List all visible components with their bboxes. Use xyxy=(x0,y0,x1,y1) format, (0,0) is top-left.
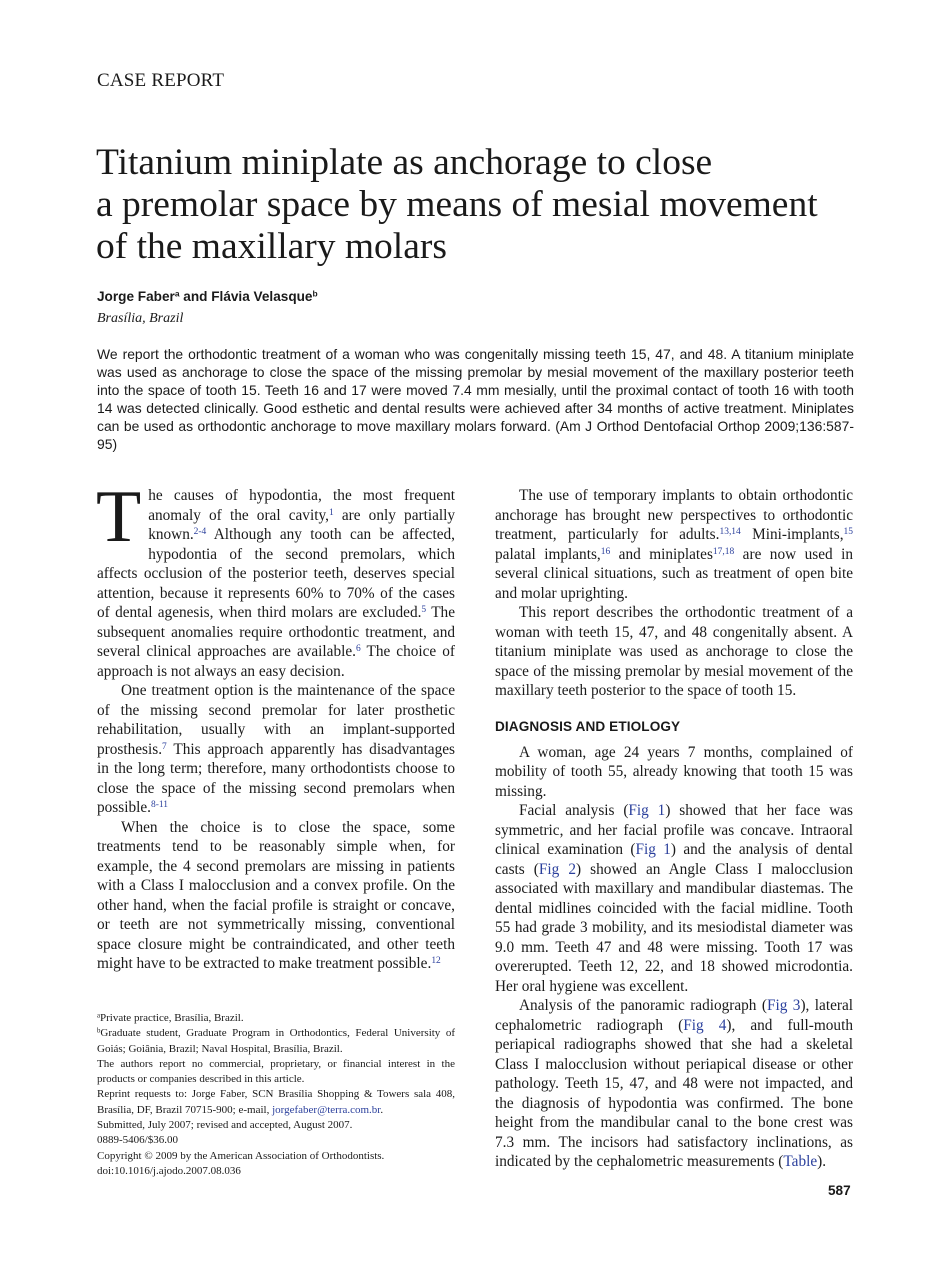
reference-link[interactable]: 5 xyxy=(421,604,427,615)
text-run: One treatment option is the maintenance of the space of the missing second premolar for later prosthetic rehabilitation, usually with an implant-supported prosthesis. xyxy=(97,682,455,758)
text-run: The subsequent anomalies require orthodontic treatment, and several clinical approaches are available. xyxy=(97,604,455,660)
body-paragraph: This report describes the orthodontic treatment of a woman with teeth 15, 47, and 48 congenitally absent. A titanium miniplate was used as anchorage to close the space of the missing premolar by mesial movement of the maxillary teeth posterior to the space of tooth 15. xyxy=(495,604,853,699)
affiliation-mark: a xyxy=(174,288,180,299)
text-run: ) and the analysis of dental casts ( xyxy=(495,841,853,878)
drop-cap: T xyxy=(96,476,142,558)
reference-link[interactable]: 13,14 xyxy=(719,526,741,537)
body-paragraph xyxy=(495,996,853,1172)
abstract: We report the orthodontic treatment of a woman who was congenitally missing teeth 15, 47, and 48. A titanium miniplate was used as anchorage to close the space of the missing premolar by mesial movement of the maxillary posterior teeth into the space of tooth 15. Teeth 16 and 17 were moved 7.4 mm mesially, until the proximal contact of tooth 16 with tooth 14 was detected clinically. Good esthetic and dental results were achieved after 34 months of active treatment. Miniplates can be used as orthodontic anchorage to move maxillary molars forward. (Am J Orthod Dentofacial Orthop 2009;136:587-95) xyxy=(97,346,854,453)
text-run: Analysis of the panoramic radiograph ( xyxy=(519,997,767,1014)
text-run: ), lateral cephalometric radiograph ( xyxy=(495,997,853,1034)
reference-link[interactable]: 17,18 xyxy=(712,546,735,557)
figure-link[interactable]: Fig 1 xyxy=(635,841,671,858)
footnote-disclosure: The authors report no commercial, proprietary, or financial interest in the products or companies described in this article. xyxy=(97,1057,455,1086)
text-run: ), and full-mouth periapical radiographs showed that she had a skeletal Class I malocclusion without periapical disease or other pathology. Teeth 15, 47, and 48 were not impacted, and the diagnosis of hypodontia was confirmed. The bone height from the mandibular canal to the bone crest was 7.3 mm. The incisors had satisfactory inclinations, as indicated by the cephalometric measurements ( xyxy=(495,1016,853,1170)
footnote-affiliation-b xyxy=(97,1026,455,1057)
footnote-doi: doi:10.1016/j.ajodo.2007.08.036 xyxy=(97,1164,241,1177)
figure-link[interactable]: Fig 3 xyxy=(766,997,801,1014)
figure-link[interactable]: Fig 4 xyxy=(683,1016,727,1034)
text-run: ) showed that her face was symmetric, and her facial profile was concave. Intraoral clinical examination ( xyxy=(495,802,854,858)
text-run: are now used in several clinical situations, such as treatment of open bite and molar uprighting. xyxy=(495,545,853,602)
text-run: Graduate student, Graduate Program in Orthodontics, Federal University of Goiás; Goiânia, Brazil; Naval Hospital, Brasília, Brazil. xyxy=(97,1027,455,1055)
text-run: This approach apparently has disadvantages in the long term; therefore, many orthodontists choose to close the space of the missing second premolars when possible. xyxy=(97,740,455,816)
body-paragraph xyxy=(97,681,455,818)
body-paragraph: A woman, age 24 years 7 months, complained of mobility of tooth 55, already knowing that tooth 15 was missing. xyxy=(495,743,853,800)
reference-link[interactable]: 8-11 xyxy=(150,799,168,810)
text-run: Although any tooth can be affected, hypodontia of the second premolars, which affects occlusion of the posterior teeth, deserves special attention, because it represents 60% to 70% of the cases of dental agenesis, when third molars are excluded. xyxy=(97,526,455,621)
author-name: Jorge Faber xyxy=(97,289,175,304)
text-run: are only partially known. xyxy=(148,506,456,543)
right-column xyxy=(495,486,853,1172)
reference-link[interactable]: 6 xyxy=(355,643,361,654)
body-paragraph xyxy=(495,486,853,603)
text-run: palatal implants, xyxy=(495,545,601,563)
footnote-reprint xyxy=(97,1087,455,1118)
title-line-2: a premolar space by means of mesial movement xyxy=(96,184,818,225)
text-run: ) showed an Angle Class I malocclusion associated with maxillary and mandibular diastemas. The dental midlines coincided with the facial midline. Tooth 55 had grade 3 mobility, and its mesiodistal diameter was 9.0 mm. Teeth 47 and 48 were missing. Tooth 17 was overerupted. Teeth 12, 22, and 18 showed microdontia. Her oral hygiene was excellent. xyxy=(495,860,853,995)
text-run: Mini-implants, xyxy=(740,526,844,543)
author-name: Flávia Velasque xyxy=(211,289,313,304)
text-run: Facial analysis ( xyxy=(519,802,629,819)
reference-link[interactable]: 12 xyxy=(431,955,441,966)
body-paragraph xyxy=(97,818,455,974)
page-number: 587 xyxy=(828,1183,851,1198)
body-paragraph xyxy=(495,801,853,996)
text-run: Private practice, Brasília, Brazil. xyxy=(100,1012,244,1024)
text-run: The choice of approach is not always an easy decision. xyxy=(97,643,455,680)
reference-link[interactable]: 1 xyxy=(328,507,334,518)
reference-link[interactable]: 7 xyxy=(162,741,167,752)
text-run: . xyxy=(380,1103,384,1116)
reference-link[interactable]: 15 xyxy=(843,526,853,537)
footnote-issn: 0889-5406/$36.00 xyxy=(97,1134,178,1147)
section-heading: DIAGNOSIS AND ETIOLOGY xyxy=(495,718,681,734)
title-line-1: Titanium miniplate as anchorage to close xyxy=(96,142,713,183)
figure-link[interactable]: Fig 2 xyxy=(538,860,577,878)
footnote-copyright: Copyright © 2009 by the American Association of Orthodontists. xyxy=(97,1149,385,1162)
section-label: CASE REPORT xyxy=(97,70,225,91)
footnote-submitted: Submitted, July 2007; revised and accepted, August 2007. xyxy=(97,1119,353,1132)
figure-link[interactable]: Fig 1 xyxy=(628,802,666,819)
author-affiliation: Brasília, Brazil xyxy=(97,311,184,326)
footnotes xyxy=(97,1011,455,1179)
text-run: When the choice is to close the space, some treatments tend to be reasonably simple when, for example, the 4 second premolars are missing in patients with a Class I malocclusion and a convex profile. On the other hand, when the facial profile is straight or concave, or teeth are not symmetrically missing, conventional space closure might be contraindicated, and other teeth might have to be extracted to make treatment possible. xyxy=(97,818,455,972)
body-paragraph xyxy=(96,476,456,681)
title-line-3: of the maxillary molars xyxy=(96,226,447,267)
text-run: The use of temporary implants to obtain orthodontic anchorage has brought new perspectives to orthodontic treatment, particularly for adults. xyxy=(495,487,853,543)
reference-link[interactable]: 2-4 xyxy=(193,526,207,537)
text-run: ). xyxy=(817,1153,827,1170)
author-connector: and xyxy=(179,289,212,304)
reference-link[interactable]: 16 xyxy=(600,546,611,557)
text-run: Reprint requests to: Jorge Faber, SCN Brasília Shopping & Towers sala 408, Brasília, DF, Brazil 70715-900; e-mail, xyxy=(97,1088,455,1116)
footnote-affiliation-a xyxy=(97,1011,455,1026)
footnote-mark: a xyxy=(97,1012,101,1020)
text-run: he causes of hypodontia, the most frequent anomaly of the oral cavity, xyxy=(148,487,455,524)
article-title xyxy=(96,142,886,268)
footnote-mark: b xyxy=(97,1027,101,1035)
text-run: and miniplates xyxy=(610,545,713,563)
author-list xyxy=(97,289,318,304)
affiliation-mark: b xyxy=(312,288,318,299)
table-link[interactable]: Table xyxy=(783,1153,818,1170)
left-column xyxy=(96,476,456,974)
email-link[interactable]: jorgefaber@terra.com.br xyxy=(272,1103,381,1116)
